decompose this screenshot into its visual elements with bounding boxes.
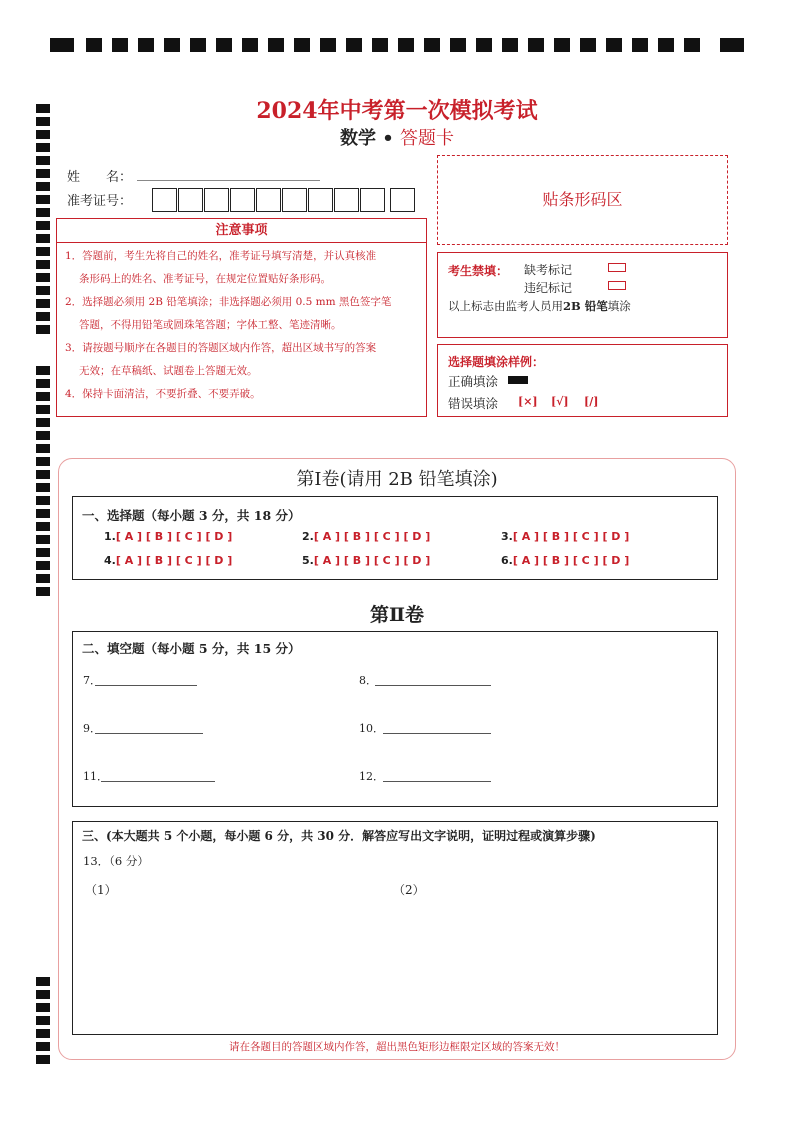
forbidden-note xyxy=(448,298,631,314)
wrong-mark-3: [/] xyxy=(584,395,599,408)
fill-num-7: 7． xyxy=(83,674,101,687)
violation-label: 违纪标记 xyxy=(524,281,573,295)
notice-title: 注意事项 xyxy=(57,219,426,243)
part2-title: 第Ⅱ卷 xyxy=(369,604,424,626)
notice-item: 1．答题前，考生先将自己的姓名，准考证号填写清楚，并认真核准 xyxy=(65,250,377,262)
name-label: 姓 名： xyxy=(67,170,133,185)
note-pre: 以上标志由监考人员用 xyxy=(448,299,563,313)
subject-label: 数学 xyxy=(339,128,376,149)
fill-blank-9[interactable] xyxy=(95,733,203,734)
wrong-mark-2: [√] xyxy=(551,395,569,408)
notice-item: 4．保持卡面清洁，不要折叠、不要弄破。 xyxy=(65,388,261,400)
solve-section[interactable] xyxy=(72,821,718,1035)
sample-title: 选择题填涂样例： xyxy=(448,355,545,369)
forbidden-label: 考生禁填： xyxy=(448,264,509,278)
sample-box xyxy=(437,344,728,417)
question-6[interactable]: 6.[ A ] [ B ] [ C ] [ D ] xyxy=(501,554,630,567)
notice-item: 无效；在草稿纸、试题卷上答题无效。 xyxy=(79,365,258,377)
q13-part2-label: （2） xyxy=(393,883,425,897)
fill-section xyxy=(72,631,718,807)
fill-num-12: 12． xyxy=(359,770,384,783)
name-field[interactable] xyxy=(137,180,320,181)
fill-blank-10[interactable] xyxy=(383,733,491,734)
question-5[interactable]: 5.[ A ] [ B ] [ C ] [ D ] xyxy=(302,554,431,567)
solve-section-title: 三、(本大题共 5 个小题，每小题 6 分，共 30 分．解答应写出文字说明，证明过程或演算步骤) xyxy=(82,829,596,843)
violation-mark-box[interactable] xyxy=(608,281,626,290)
fill-blank-12[interactable] xyxy=(383,781,491,782)
notice-item: 2．选择题必须用 2B 铅笔填涂；非选择题必须用 0.5 mm 黑色签字笔 xyxy=(65,296,392,308)
note-bold: 2B 铅笔 xyxy=(563,299,608,313)
part1-title: 第Ⅰ卷(请用 2B 铅笔填涂) xyxy=(296,469,498,490)
fill-blank-7[interactable] xyxy=(95,685,197,686)
barcode-area xyxy=(437,155,728,245)
wrong-label: 错误填涂 xyxy=(448,396,499,411)
fill-blank-11[interactable] xyxy=(101,781,215,782)
barcode-label: 贴条形码区 xyxy=(542,190,623,209)
exam-title: 2024年中考第一次模拟考试 xyxy=(256,98,538,124)
choice-section-title: 一、选择题（每小题 3 分，共 18 分） xyxy=(82,508,301,523)
fill-num-9: 9． xyxy=(83,722,101,735)
question-1[interactable]: 1.[ A ] [ B ] [ C ] [ D ] xyxy=(104,530,233,543)
fill-num-8: 8． xyxy=(359,674,377,687)
fill-section-title: 二、填空题（每小题 5 分，共 15 分） xyxy=(82,641,301,656)
fill-blank-8[interactable] xyxy=(375,685,491,686)
q13-label: 13．（6 分） xyxy=(83,854,149,868)
card-label: 答题卡 xyxy=(400,128,455,149)
notice-item: 3．请按题号顺序在各题目的答题区域内作答，超出区域书写的答案 xyxy=(65,342,377,354)
footer-warning: 请在各题目的答题区域内作答，超出黑色矩形边框限定区域的答案无效！ xyxy=(229,1041,565,1053)
notice-item: 条形码上的姓名、准考证号，在规定位置贴好条形码。 xyxy=(79,273,331,285)
notice-item: 答题，不得用铅笔或圆珠笔答题；字体工整、笔迹清晰。 xyxy=(79,319,342,331)
exam-subtitle xyxy=(0,124,794,150)
correct-label: 正确填涂 xyxy=(448,374,499,389)
absent-mark-box[interactable] xyxy=(608,263,626,272)
fill-num-10: 10． xyxy=(359,722,384,735)
q13-part1-label: （1） xyxy=(85,883,117,897)
question-3[interactable]: 3.[ A ] [ B ] [ C ] [ D ] xyxy=(501,530,630,543)
exam-id-label: 准考证号： xyxy=(67,194,133,209)
notice-box xyxy=(56,218,427,417)
forbidden-box xyxy=(437,252,728,338)
fill-num-11: 11． xyxy=(83,770,108,783)
question-4[interactable]: 4.[ A ] [ B ] [ C ] [ D ] xyxy=(104,554,233,567)
correct-fill-sample xyxy=(508,376,528,384)
absent-label: 缺考标记 xyxy=(524,263,573,277)
wrong-mark-1: [×] xyxy=(518,395,538,408)
question-2[interactable]: 2.[ A ] [ B ] [ C ] [ D ] xyxy=(302,530,431,543)
dot-separator: • xyxy=(382,128,394,149)
note-post: 填涂 xyxy=(607,299,631,313)
choice-section xyxy=(72,496,718,580)
